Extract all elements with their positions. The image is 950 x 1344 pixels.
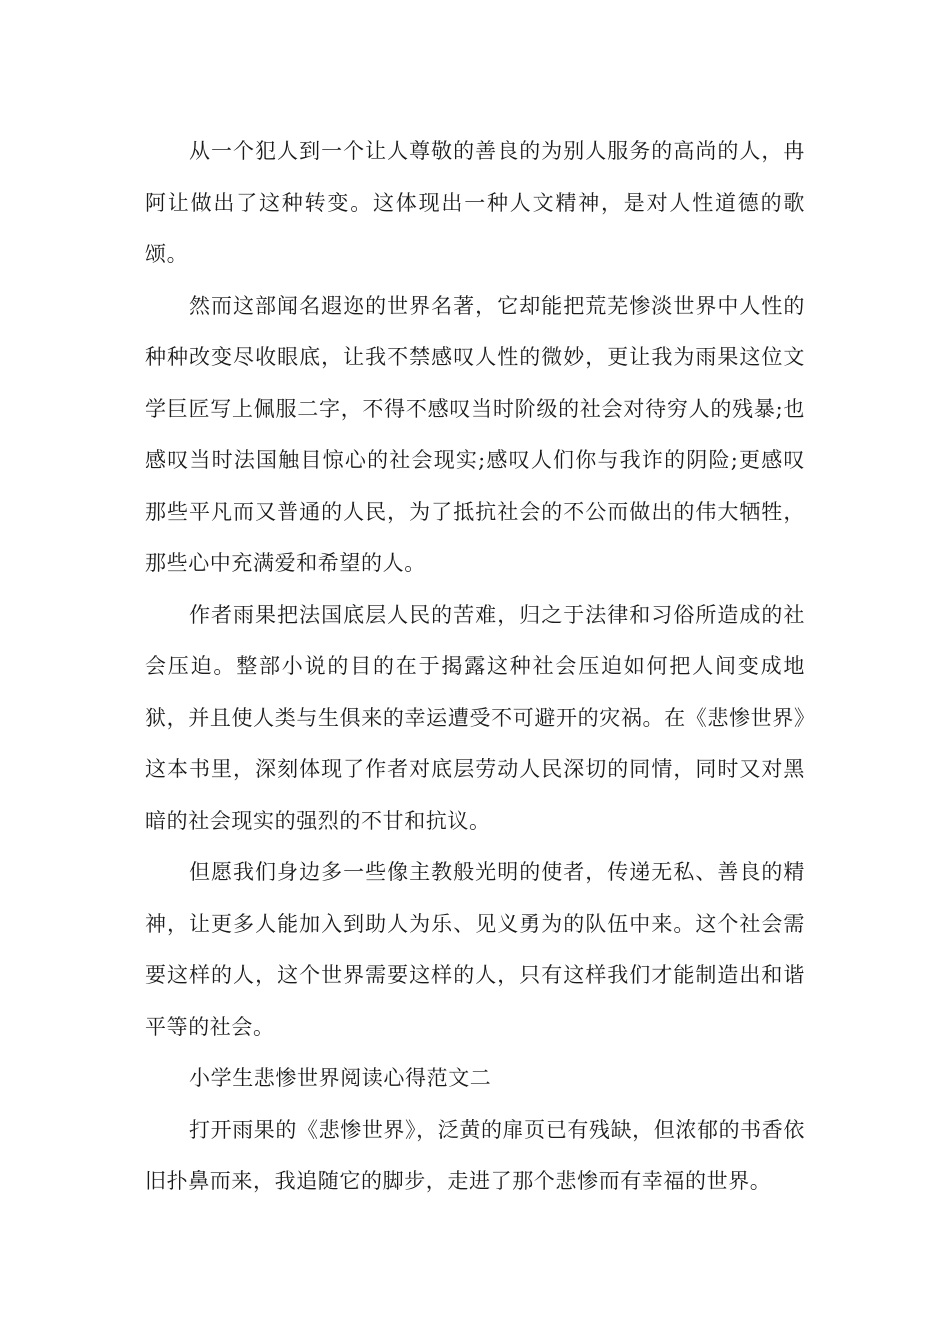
paragraph-2: 然而这部闻名遐迩的世界名著，它却能把荒芜惨淡世界中人性的种种改变尽收眼底，让我不禁感叹人性的微妙，更让我为雨果这位文学巨匠写上佩服二字，不得不感叹当时阶级的社会对待穷人的残暴;也感叹当时法国触目惊心的社会现实;感叹人们你与我诈的阴险;更感叹那些平凡而又普通的人民，为了抵抗社会的不公而做出的伟大牺牲，那些心中充满爱和希望的人。 <box>145 293 805 575</box>
paragraph-1: 从一个犯人到一个让人尊敬的善良的为别人服务的高尚的人，冉阿让做出了这种转变。这体现出一种人文精神，是对人性道德的歌颂。 <box>145 139 805 266</box>
paragraph-3: 作者雨果把法国底层人民的苦难，归之于法律和习俗所造成的社会压迫。整部小说的目的在于揭露这种社会压迫如何把人间变成地狱，并且使人类与生俱来的幸运遭受不可避开的灾祸。在《悲惨世界》这本书里，深刻体现了作者对底层劳动人民深切的同情，同时又对黑暗的社会现实的强烈的不甘和抗议。 <box>145 602 805 833</box>
document-body <box>145 126 805 1208</box>
section-heading: 小学生悲惨世界阅读心得范文二 <box>189 1066 492 1090</box>
paragraph-5: 打开雨果的《悲惨世界》，泛黄的扉页已有残缺，但浓郁的书香依旧扑鼻而来，我追随它的脚步，走进了那个悲惨而有幸福的世界。 <box>145 1117 805 1193</box>
paragraph-4: 但愿我们身边多一些像主教般光明的使者，传递无私、善良的精神，让更多人能加入到助人为乐、见义勇为的队伍中来。这个社会需要这样的人，这个世界需要这样的人，只有这样我们才能制造出和谐平等的社会。 <box>145 860 805 1039</box>
